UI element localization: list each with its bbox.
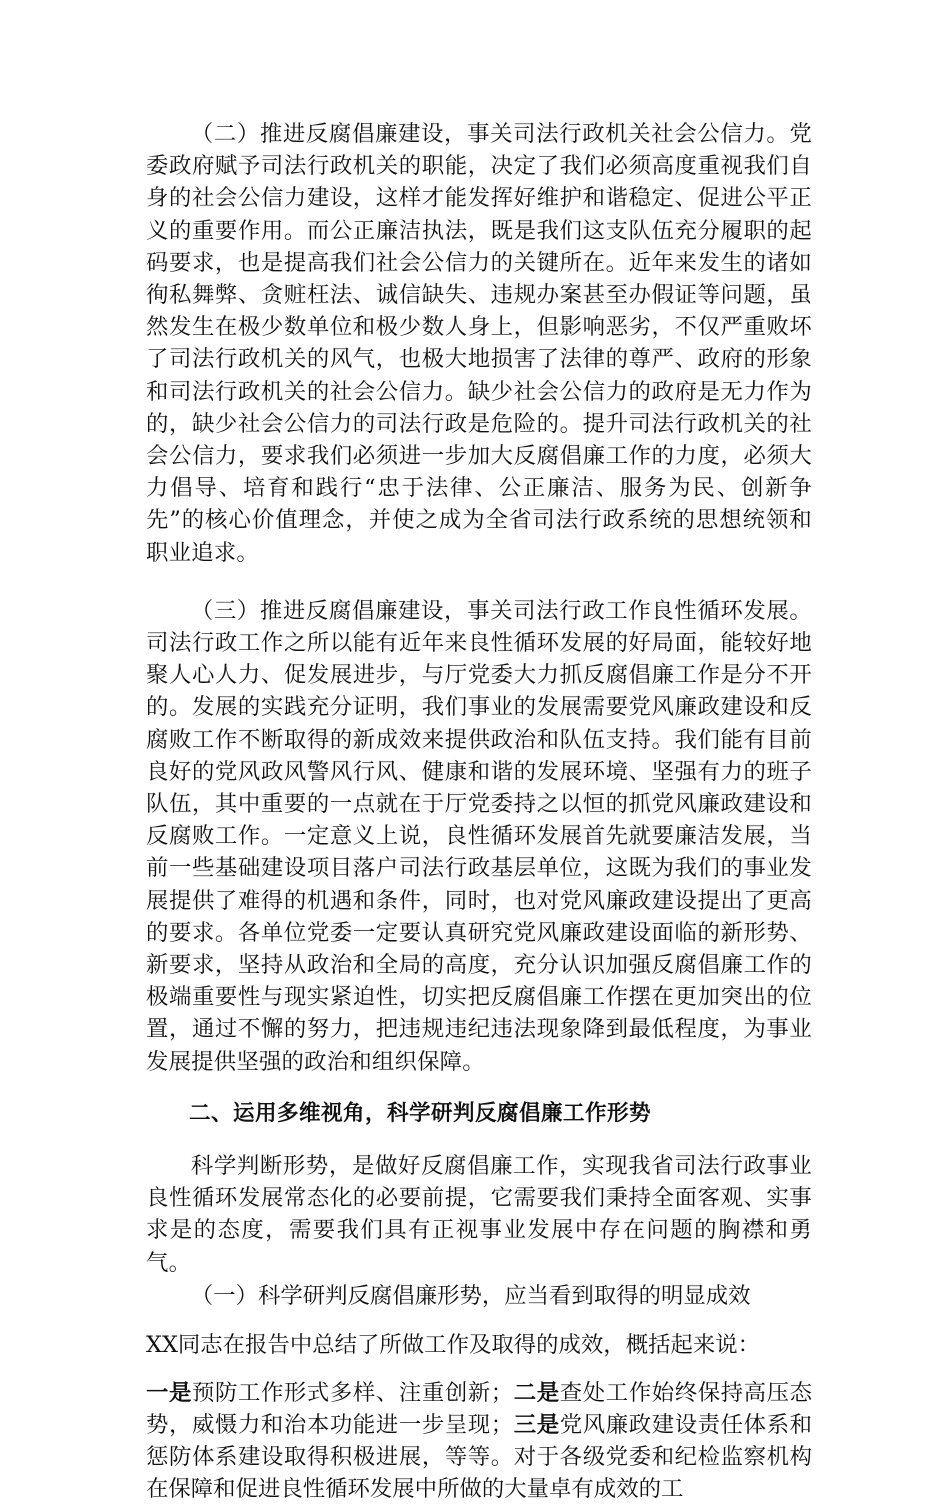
lead-second: 二是 xyxy=(513,1379,560,1406)
achievement-first: 预防工作形式多样、注重创新； xyxy=(191,1379,514,1406)
paragraph-virtuous-cycle: （三）推进反腐倡廉建设，事关司法行政工作良性循环发展。司法行政工作之所以能有近年来良性循环发展的好局面，能较好地聚人心人力、促发展进步，与厅党委大力抓反腐倡廉工作是分不开的。发展的实践充分证明，我们事业的发展需要党风廉政建设和反腐败工作不断取得的新成效来提供政治和队伍支持。我们能有目前良好的党风政风警风行风、健康和谐的发展环境、坚强有力的班子队伍，其中重要的一点就在于厅党委持之以恒的抓党风廉政建设和反腐败工作。一定意义上说，良性循环发展首先就要廉洁发展，当前一些基础建设项目落户司法行政基层单位，这既为我们的事业发展提供了难得的机遇和条件，同时，也对党风廉政建设提出了更高的要求。各单位党委一定要认真研究党风廉政建设面临的新形势、新要求，坚持从政治和全局的高度，充分认识加强反腐倡廉工作的极端重要性与现实紧迫性，切实把反腐倡廉工作摆在更加突出的位置，通过不懈的努力，把违规违纪违法现象降到最低程度，为事业发展提供坚强的政治和组织保障。 xyxy=(146,597,812,1075)
paragraph-achievements-list xyxy=(146,1377,812,1506)
paragraph-judging-situation: 科学判断形势，是做好反腐倡廉工作，实现我省司法行政事业良性循环发展常态化的必要前提，它需要我们秉持全面客观、实事求是的态度，需要我们具有正视事业发展中存在问题的胸襟和勇气。 xyxy=(146,1152,812,1276)
section-heading-situation: 二、运用多维视角，科学研判反腐倡廉工作形势 xyxy=(189,1100,652,1126)
achievement-third: 党风廉政建设责任体系和惩防体系建设取得积极进展，等等。对于各级党委和纪检监察机构在保障和促进良性循环发展中所做的大量卓有成效的工 xyxy=(146,1411,813,1503)
document-page xyxy=(146,118,812,1506)
lead-first: 一是 xyxy=(146,1379,192,1406)
achievement-second: 查处工作始终保持高压态势，威慑力和治本功能进一步呈现； xyxy=(146,1379,813,1438)
lead-third: 三是 xyxy=(513,1411,560,1438)
paragraph-public-credibility: （二）推进反腐倡廉建设，事关司法行政机关社会公信力。党委政府赋予司法行政机关的职能，决定了我们必须高度重视我们自身的社会公信力建设，这样才能发挥好维护和谐稳定、促进公平正义的重要作用。而公正廉洁执法，既是我们这支队伍充分履职的起码要求，也是提高我们社会公信力的关键所在。近年来发生的诸如徇私舞弊、贪赃枉法、诚信缺失、违规办案甚至办假证等问题，虽然发生在极少数单位和极少数人身上，但影响恶劣，不仅严重败坏了司法行政机关的风气，也极大地损害了法律的尊严、政府的形象和司法行政机关的社会公信力。缺少社会公信力的政府是无力作为的，缺少社会公信力的司法行政是危险的。提升司法行政机关的社会公信力，要求我们必须进一步加大反腐倡廉工作的力度，必须大力倡导、培育和践行“忠于法律、公正廉洁、服务为民、创新争先”的核心价值理念，并使之成为全省司法行政系统的思想统领和职业追求。 xyxy=(146,121,812,566)
report-summary-line: XX同志在报告中总结了所做工作及取得的成效，概括起来说： xyxy=(146,1331,761,1358)
subsection-heading-achievements: （一）科学研判反腐倡廉形势，应当看到取得的明显成效 xyxy=(190,1282,751,1309)
